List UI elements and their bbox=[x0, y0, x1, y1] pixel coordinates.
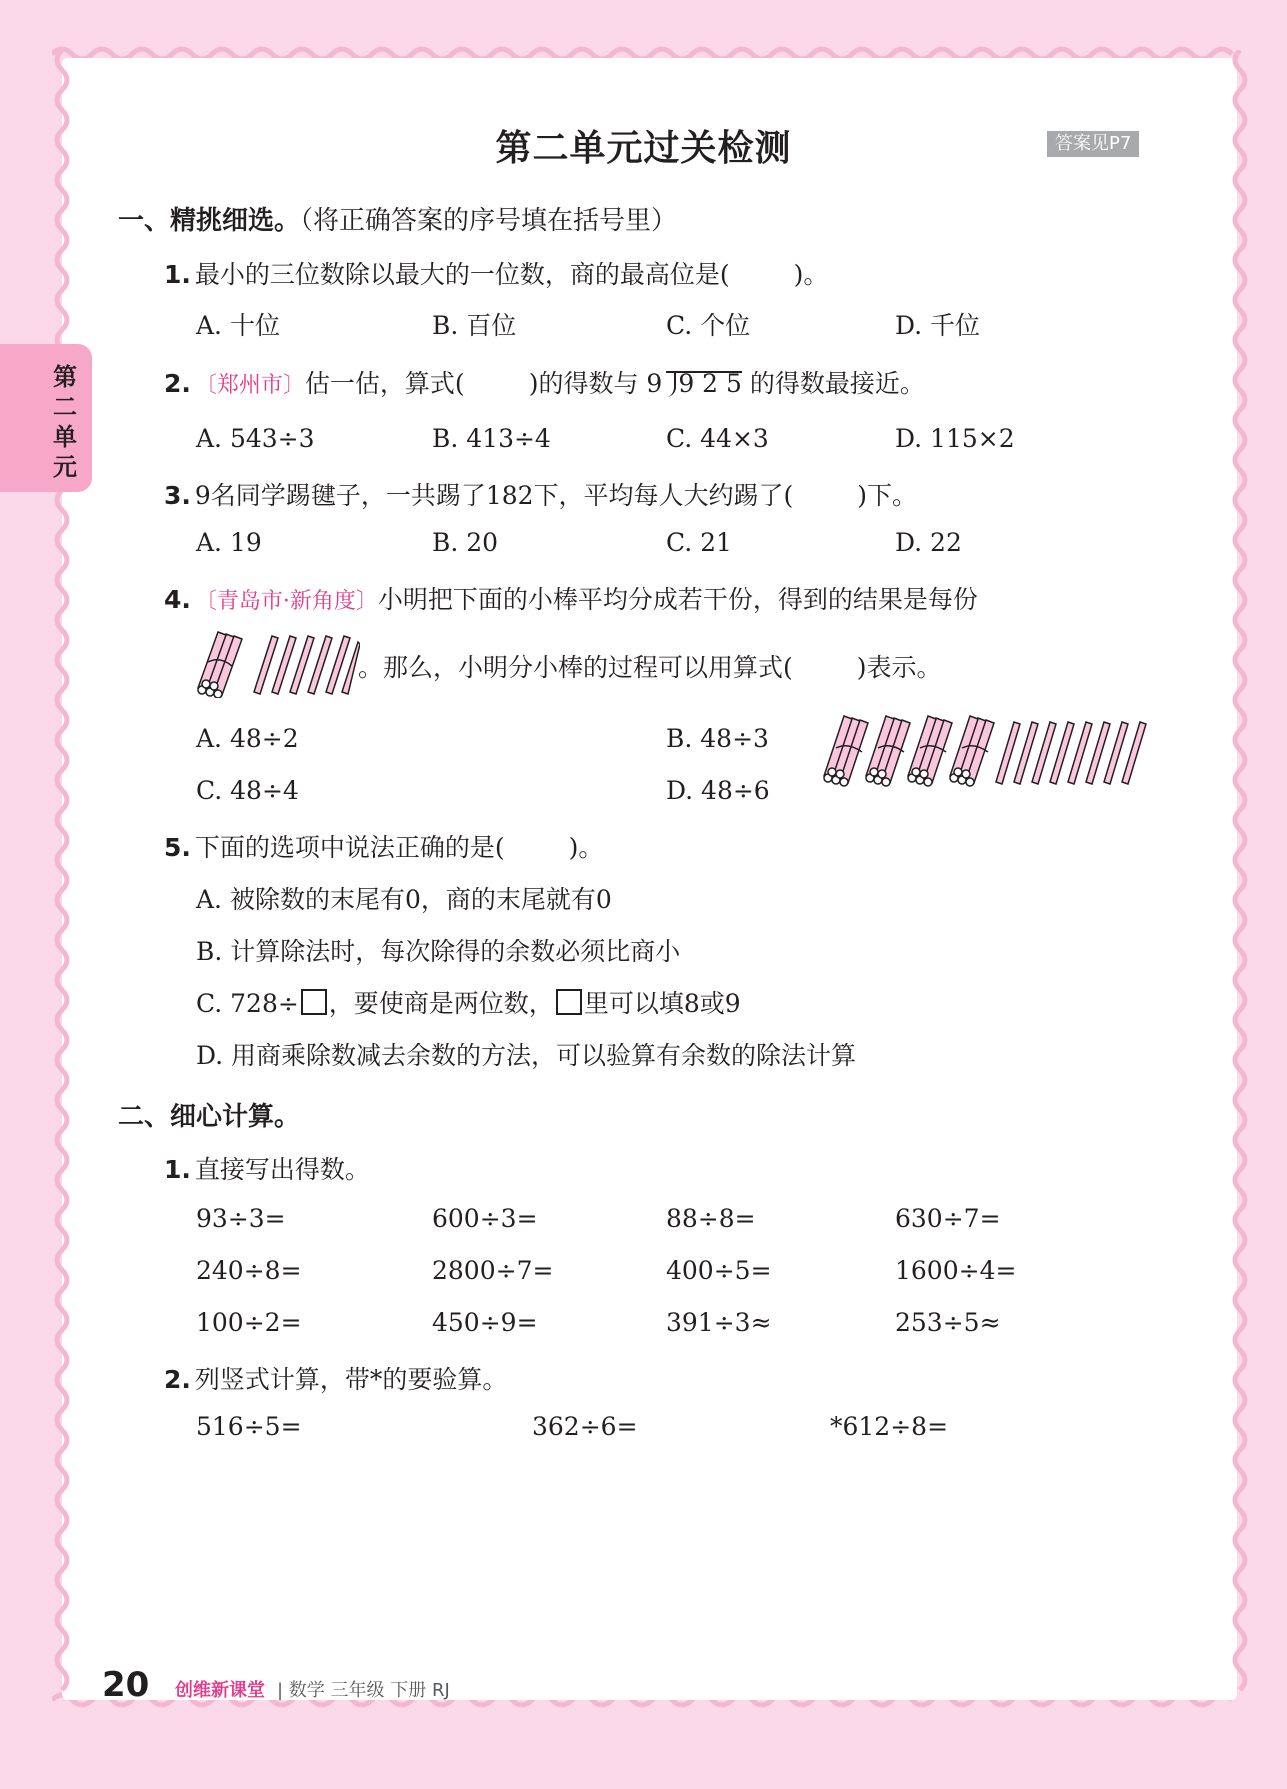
question-2 bbox=[164, 364, 925, 400]
long-division-divisor: 9 bbox=[646, 369, 663, 398]
page-number: 20 bbox=[102, 1665, 150, 1705]
question-text: 9名同学踢毽子，一共踢了182下，平均每人大约踢了( bbox=[194, 481, 794, 510]
calc-item: 391÷3≈ bbox=[666, 1308, 772, 1337]
question-number: 2. bbox=[164, 1365, 191, 1394]
vertical-calc-item: 362÷6= bbox=[532, 1412, 638, 1441]
question-number: 3. bbox=[164, 481, 191, 510]
question-text: 下面的选项中说法正确的是( bbox=[194, 833, 505, 862]
footer-brand: 创维新课堂 bbox=[175, 1680, 265, 1701]
question-text-mid: 。那么，小明分小棒的过程可以用算式( bbox=[358, 653, 793, 682]
vertical-calc-item: 516÷5= bbox=[196, 1412, 302, 1441]
region-tag: 〔郑州市〕 bbox=[194, 373, 305, 398]
footer-book-info: | 数学 三年级 下册 RJ bbox=[277, 1680, 450, 1701]
question-number: 4. bbox=[164, 585, 191, 614]
q2-option-c[interactable]: C. 44×3 bbox=[666, 424, 769, 453]
long-division-dividend: 9 2 5 bbox=[678, 369, 742, 398]
vertical-calc-item: *612÷8= bbox=[830, 1412, 949, 1441]
q1-option-a[interactable]: A. 十位 bbox=[196, 311, 280, 340]
region-tag: 〔青岛市·新角度〕 bbox=[194, 589, 378, 614]
question-text: 直接写出得数。 bbox=[194, 1155, 370, 1184]
q4-option-c[interactable]: C. 48÷4 bbox=[196, 776, 299, 805]
q5-option-a[interactable]: A. 被除数的末尾有0，商的末尾就有0 bbox=[196, 885, 612, 914]
q2-option-a[interactable]: A. 543÷3 bbox=[196, 424, 315, 453]
sticks-bundle-small-illustration bbox=[192, 628, 360, 698]
question-4 bbox=[164, 580, 978, 616]
q2-option-b[interactable]: B. 413÷4 bbox=[432, 424, 551, 453]
calc-item: 240÷8= bbox=[196, 1256, 302, 1285]
question-3 bbox=[164, 476, 917, 512]
calc-item: 630÷7= bbox=[895, 1204, 1001, 1233]
q5-option-c-part3: 里可以填8或9 bbox=[583, 989, 741, 1018]
question-4-line2 bbox=[358, 648, 942, 684]
q1-option-c[interactable]: C. 个位 bbox=[666, 311, 751, 340]
calc-item: 88÷8= bbox=[666, 1204, 756, 1233]
calc-item: 93÷3= bbox=[196, 1204, 286, 1233]
question-text-end: )下。 bbox=[857, 481, 918, 510]
q5-option-c-part2: ，要使商是两位数， bbox=[328, 989, 554, 1018]
section2-question-1 bbox=[164, 1150, 370, 1186]
wavy-border-right bbox=[1228, 50, 1252, 1700]
question-text: 估一估，算式( bbox=[304, 369, 465, 398]
question-number: 2. bbox=[164, 369, 191, 398]
question-text-end: )。 bbox=[568, 833, 604, 862]
calc-item: 450÷9= bbox=[432, 1308, 538, 1337]
question-number: 1. bbox=[164, 260, 191, 289]
page-title: 第二单元过关检测 bbox=[495, 128, 792, 169]
q2-option-d[interactable]: D. 115×2 bbox=[895, 424, 1015, 453]
q4-option-d[interactable]: D. 48÷6 bbox=[666, 776, 770, 805]
question-1 bbox=[164, 255, 828, 291]
q3-option-c[interactable]: C. 21 bbox=[666, 528, 732, 557]
calc-item: 600÷3= bbox=[432, 1204, 538, 1233]
question-text: 小明把下面的小棒平均分成若干份，得到的结果是每份 bbox=[377, 585, 978, 614]
question-text: 列竖式计算，带*的要验算。 bbox=[194, 1365, 508, 1394]
q3-option-d[interactable]: D. 22 bbox=[895, 528, 962, 557]
answer-reference-badge: 答案见P7 bbox=[1047, 131, 1139, 157]
question-text-mid: )的得数与 bbox=[528, 369, 639, 398]
question-5 bbox=[164, 828, 603, 864]
long-division-bracket bbox=[666, 369, 742, 398]
q1-option-d[interactable]: D. 千位 bbox=[895, 311, 981, 340]
question-text-end: )。 bbox=[793, 260, 829, 289]
section1-note: （将正确答案的序号填在括号里） bbox=[300, 206, 678, 236]
q3-option-b[interactable]: B. 20 bbox=[432, 528, 499, 557]
q4-option-a[interactable]: A. 48÷2 bbox=[196, 724, 299, 753]
section1-heading-text: 一、精挑细选。 bbox=[118, 206, 301, 236]
calc-item: 2800÷7= bbox=[432, 1256, 554, 1285]
q5-option-b[interactable]: B. 计算除法时，每次除得的余数必须比商小 bbox=[196, 937, 681, 966]
q5-option-c[interactable] bbox=[196, 984, 741, 1020]
calc-item: 253÷5≈ bbox=[895, 1308, 1001, 1337]
worksheet-page bbox=[62, 58, 1237, 1700]
empty-box bbox=[556, 989, 582, 1015]
wavy-border-left bbox=[50, 50, 74, 1700]
q5-option-c-part1: C. 728÷ bbox=[196, 989, 299, 1018]
empty-box bbox=[301, 989, 327, 1015]
section2-question-2 bbox=[164, 1360, 507, 1396]
question-text-end: 的得数最接近。 bbox=[749, 369, 925, 398]
question-text-end: )表示。 bbox=[856, 653, 942, 682]
question-number: 1. bbox=[164, 1155, 191, 1184]
q1-option-b[interactable]: B. 百位 bbox=[432, 311, 517, 340]
unit-side-tab-label: 第二单元 bbox=[53, 363, 77, 481]
question-text: 最小的三位数除以最大的一位数，商的最高位是( bbox=[194, 260, 730, 289]
calc-item: 100÷2= bbox=[196, 1308, 302, 1337]
section1-heading bbox=[118, 200, 677, 237]
q4-option-b[interactable]: B. 48÷3 bbox=[666, 724, 769, 753]
section2-heading: 二、细心计算。 bbox=[118, 1102, 301, 1132]
calc-item: 1600÷4= bbox=[895, 1256, 1017, 1285]
bundle bbox=[824, 716, 868, 786]
sticks-bundles-large-illustration bbox=[818, 712, 1160, 792]
q3-option-a[interactable]: A. 19 bbox=[196, 528, 262, 557]
calc-item: 400÷5= bbox=[666, 1256, 772, 1285]
question-number: 5. bbox=[164, 833, 191, 862]
q5-option-d[interactable]: D. 用商乘除数减去余数的方法，可以验算有余数的除法计算 bbox=[196, 1041, 857, 1070]
